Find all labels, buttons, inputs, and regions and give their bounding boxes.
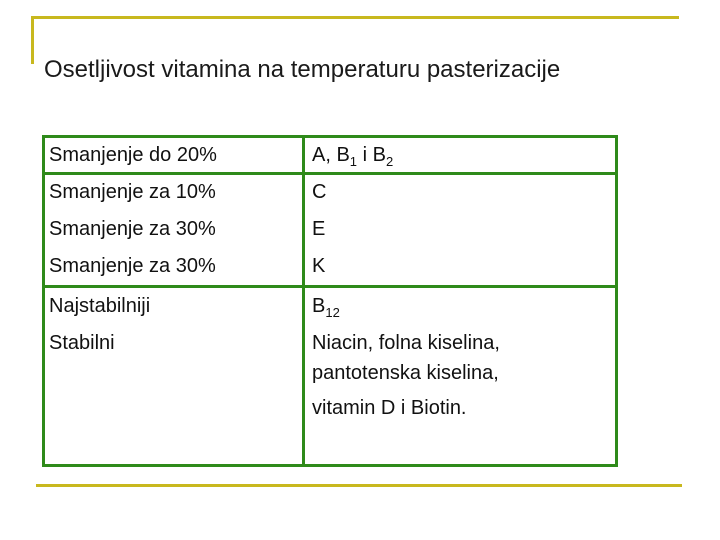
row3-right-line-2: pantotenska kiselina, bbox=[312, 362, 499, 384]
row1-right-text-a: A, B bbox=[312, 144, 350, 166]
row3-right-line-3: vitamin D i Biotin. bbox=[312, 397, 467, 419]
row3-left-line-1: Najstabilniji bbox=[49, 295, 151, 317]
row3-right-b-sub: 12 bbox=[325, 305, 340, 320]
slide-title: Osetljivost vitamina na temperaturu pasterizacije bbox=[44, 56, 561, 83]
top-accent-line bbox=[33, 16, 679, 19]
row1-right-cell bbox=[312, 143, 393, 167]
column-separator bbox=[302, 135, 305, 467]
row1-right-sub-1: 1 bbox=[349, 154, 358, 169]
row2-right-line-2: E bbox=[312, 218, 326, 240]
row-separator-1 bbox=[42, 172, 618, 175]
row2-right-line-1: C bbox=[312, 181, 327, 203]
row1-right-sub-2: 2 bbox=[385, 154, 394, 169]
row3-right-b: B bbox=[312, 295, 326, 317]
left-accent-line bbox=[31, 16, 34, 64]
row1-left-cell: Smanjenje do 20% bbox=[49, 144, 217, 166]
row3-left-line-2: Stabilni bbox=[49, 332, 115, 354]
bottom-accent-line bbox=[36, 484, 682, 487]
row2-left-line-1: Smanjenje za 10% bbox=[49, 181, 216, 203]
row3-right-b12 bbox=[312, 294, 340, 318]
row3-right-line-1: Niacin, folna kiselina, bbox=[312, 332, 500, 354]
row-separator-2 bbox=[42, 285, 618, 288]
row1-right-text-b: i B bbox=[357, 144, 386, 166]
row2-left-line-3: Smanjenje za 30% bbox=[49, 255, 216, 277]
row2-right-line-3: K bbox=[312, 255, 326, 277]
row2-left-line-2: Smanjenje za 30% bbox=[49, 218, 216, 240]
